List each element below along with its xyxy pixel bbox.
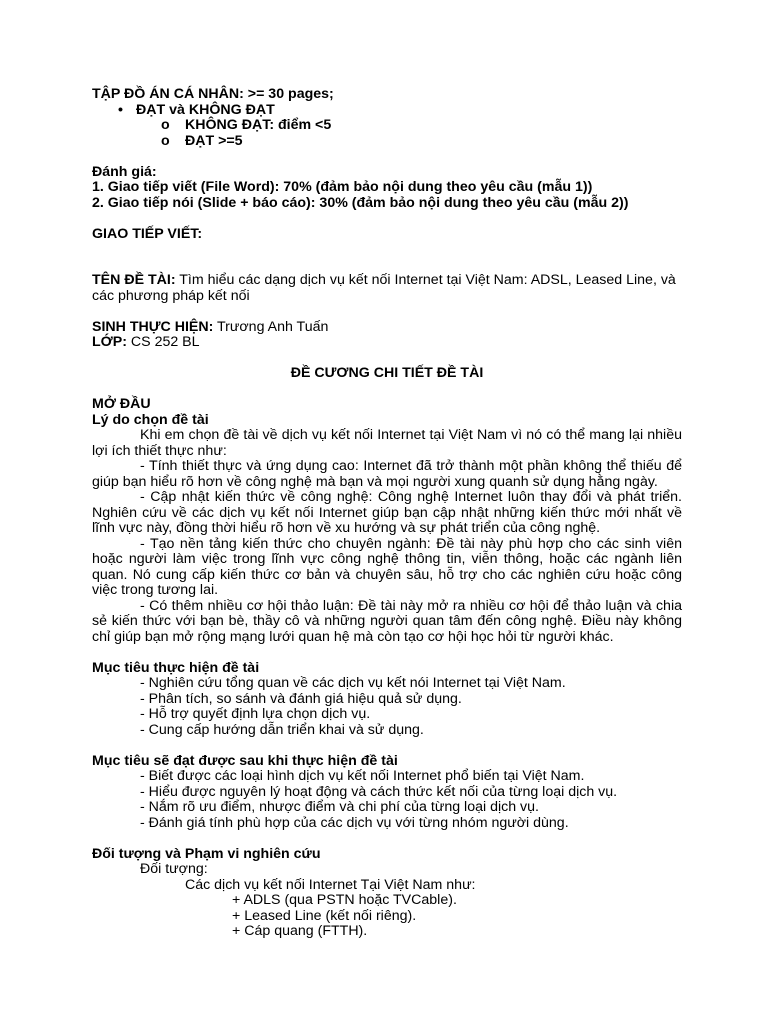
student-label: SINH THỰC HIỆN: [92,318,214,335]
sub-bullet-item [92,134,682,150]
intro-heading: MỞ ĐẦU [92,396,151,412]
reason-point: - Tạo nền tảng kiến thức cho chuyên ngành: Đề tài này phù hợp cho các sinh viên hoặc người làm việc trong lĩnh vực công nghệ thông tin, viễn thông, hoặc các ngành liên quan. Nó cung cấp kiến thức cơ bản và chuyên sâu, hỗ trợ cho các nghiên cứu hoặc công việc trong tương lai. [92,535,682,598]
topic-label: TÊN ĐỀ TÀI: [92,272,176,288]
bullet-text: ĐẠT và KHÔNG ĐẠT [136,101,275,118]
bullet-item [92,103,682,119]
student-line [92,320,682,336]
class-value: CS 252 BL [130,334,200,350]
student-name: Trương Anh Tuấn [217,318,329,335]
scope-item: + ADLS (qua PSTN hoặc TVCable). [232,892,457,908]
scope-intro: Các dịch vụ kết nối Internet Tại Việt Nam như: [185,876,476,893]
topic-text: Tìm hiểu các dạng dịch vụ kết nối Internet tại Việt Nam: ADSL, Leased Line, và các phương pháp kết nối [92,272,676,304]
goal-item: - Hỗ trợ quyết định lựa chọn dịch vụ. [140,706,371,722]
doc-title: TẬP ĐỒ ÁN CÁ NHÂN: >= 30 pages; [92,86,334,102]
outcome-item: - Nắm rõ ưu điểm, nhược điểm và chi phí của từng loại dịch vụ. [140,799,539,815]
outcome-item: - Hiểu được nguyên lý hoạt động và cách thức kết nối của từng loại dịch vụ. [140,783,618,800]
outline-title: ĐỀ CƯƠNG CHI TIẾT ĐỀ TÀI [290,365,484,381]
outcome-item: - Đánh giá tính phù hợp của các dịch vụ với từng nhóm người dùng. [140,814,569,831]
eval-label: Đánh giá: [92,163,157,180]
circle-bullet-icon: o [161,117,170,133]
bullet-dot-icon: • [118,101,123,118]
reason-point: - Cập nhật kiến thức về công nghệ: Công nghệ Internet luôn thay đổi và phát triển. Nghiên cứu về các dịch vụ kết nối Internet giúp bạn cập nhật những kiến thức mới nhất về lĩnh vực này, đồng thời hiểu rõ hơn về xu hướng và sự phát triển của công nghệ. [92,489,682,536]
scope-heading: Đối tượng và Phạm vi nghiên cứu [92,845,321,862]
scope-item: + Leased Line (kết nối riêng). [232,907,417,924]
circle-bullet-icon: o [161,132,170,149]
written-heading: GIAO TIẾP VIẾT: [92,225,203,242]
outcome-item: - Biết được các loại hình dịch vụ kết nối Internet phổ biến tại Việt Nam. [140,768,585,784]
class-label: LỚP: [92,334,127,350]
reason-paragraph: Khi em chọn đề tài về dịch vụ kết nối Internet tại Việt Nam vì nó có thể mang lại nhiều lợi ích thiết thực như: [92,427,682,459]
reason-point: - Tính thiết thực và ứng dụng cao: Internet đã trở thành một phần không thể thiếu để giúp bạn hiểu rõ hơn về công nghệ mà bạn và mọi người xung quanh sử dụng hằng ngày. [92,458,682,490]
goal-item: - Phân tích, so sánh và đánh giá hiệu quả sử dụng. [140,690,462,707]
eval-line: 2. Giao tiếp nói (Slide + báo cáo): 30% (đảm bảo nội dung theo yêu cầu (mẫu 2)) [92,194,629,211]
goals-heading: Mục tiêu thực hiện đề tài [92,659,260,676]
reason-point: - Có thêm nhiều cơ hội thảo luận: Đề tài này mở ra nhiều cơ hội để thảo luận và chia sẻ kiến thức với bạn bè, thầy cô và những người quan tâm đến công nghệ. Điều này không chỉ giúp bạn mở rộng mạng lưới quan hệ mà còn tạo cơ hội học hỏi từ người khác. [92,597,682,645]
sub-bullet-item [92,118,682,134]
topic-paragraph [92,273,682,304]
document-page [92,87,682,940]
eval-line: 1. Giao tiếp viết (File Word): 70% (đảm bảo nội dung theo yêu cầu (mẫu 1)) [92,179,593,195]
goal-item: - Cung cấp hướng dẫn triển khai và sử dụng. [140,721,424,738]
sub-bullet-text: ĐẠT >=5 [185,132,243,149]
scope-item: + Cáp quang (FTTH). [232,923,368,939]
sub-bullet-text: KHÔNG ĐẠT: điểm <5 [185,117,332,133]
scope-label: Đối tượng: [140,861,208,877]
goal-item: - Nghiên cứu tổng quan về các dịch vụ kết nói Internet tại Việt Nam. [140,675,566,691]
outcomes-heading: Mục tiêu sẽ đạt được sau khi thực hiện đề tài [92,752,398,769]
reason-heading: Lý do chọn đề tài [92,411,209,428]
class-line [92,335,682,351]
